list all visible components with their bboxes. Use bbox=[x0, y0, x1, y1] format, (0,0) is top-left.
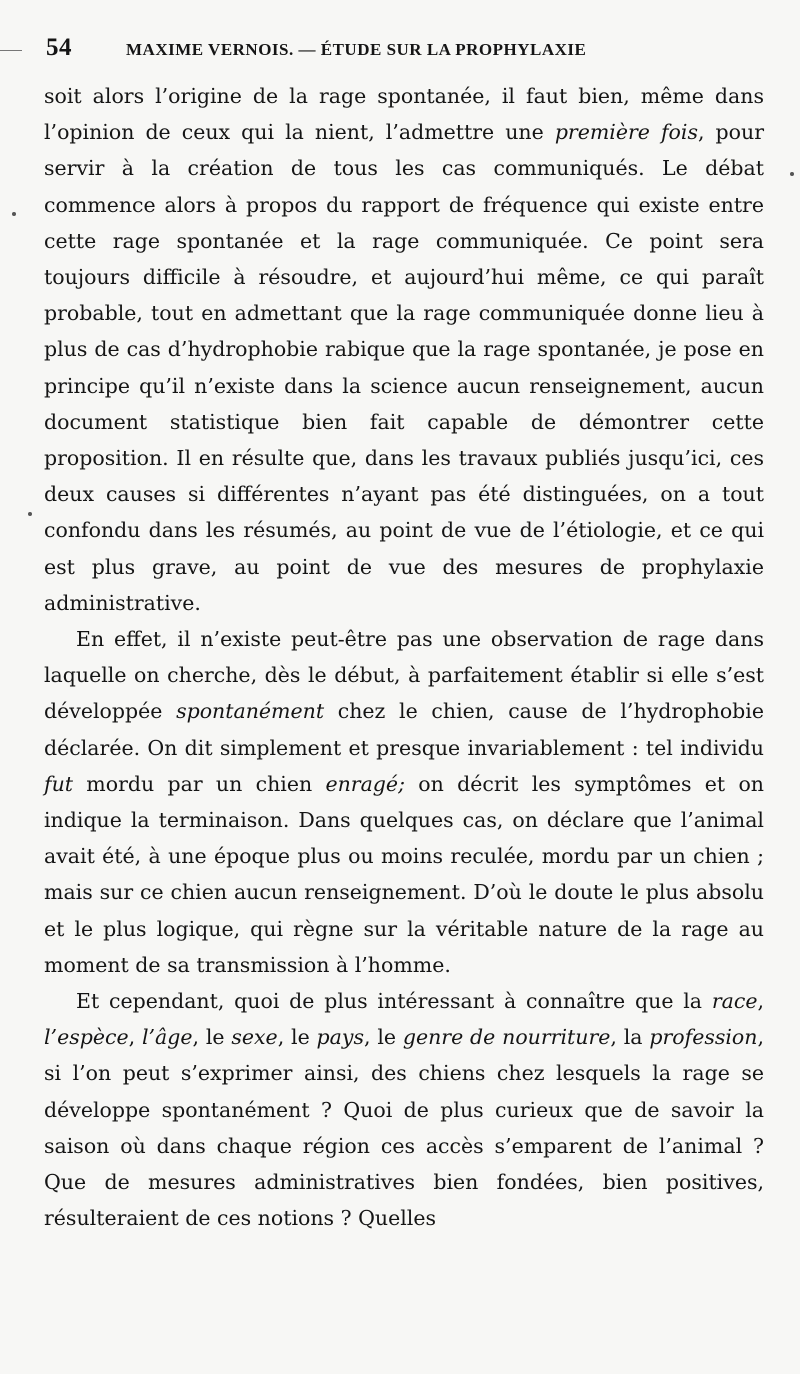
italic-run: genre de nourriture bbox=[402, 1025, 611, 1050]
text-run: , le bbox=[364, 1025, 403, 1050]
text-run: , bbox=[757, 989, 764, 1014]
text-run: , bbox=[128, 1025, 142, 1050]
paragraph-3 bbox=[44, 983, 764, 1236]
paragraph-2 bbox=[44, 621, 764, 983]
italic-run: profession bbox=[649, 1025, 758, 1050]
italic-run: sexe bbox=[231, 1025, 278, 1050]
running-head bbox=[44, 34, 764, 72]
italic-run: enragé; bbox=[325, 771, 405, 796]
margin-speck bbox=[790, 172, 794, 176]
italic-run: pays bbox=[316, 1025, 364, 1050]
italic-run: première fois bbox=[554, 120, 698, 145]
margin-speck bbox=[12, 212, 16, 216]
italic-run: l’espèce bbox=[44, 1025, 129, 1050]
text-run: En effet, il n’existe peut-être pas une observation de rage dans laquelle on cherche, dès le début, à parfaitement établir si elle s’est développée bbox=[44, 627, 764, 724]
text-run: on décrit les symptômes et on indique la terminaison. Dans quelques cas, on déclare que l’animal avait été, à une époque plus ou moins reculée, mordu par un chien ; mais sur ce chien aucun renseignement. D’où le doute le plus absolu et le plus logique, qui règne sur la véritable nature de la rage au moment de sa transmission à l’homme. bbox=[44, 771, 764, 977]
paragraph-1 bbox=[44, 78, 764, 621]
italic-run: fut bbox=[44, 771, 74, 796]
italic-run: spontanément bbox=[176, 699, 325, 724]
page-number: 54 bbox=[46, 34, 72, 61]
text-run: , la bbox=[610, 1025, 650, 1050]
italic-run: l’âge bbox=[141, 1025, 193, 1050]
text-run: , si l’on peut s’exprimer ainsi, des chiens chez lesquels la rage se développe spontanément ? Quoi de plus curieux que de savoir la saison où dans chaque région ces accès s’emparent de l’animal ? Que de mesures administratives bien fondées, bien positives, résulteraient de ces notions ? Quelles bbox=[44, 1025, 765, 1231]
text-run: Et cependant, quoi de plus intéressant à connaître que la bbox=[76, 989, 712, 1014]
italic-run: race bbox=[711, 989, 758, 1014]
text-run: , le bbox=[277, 1025, 317, 1050]
text-run: chez le chien, cause de l’hydrophobie déclarée. On dit simplement et presque invariablement : tel individu bbox=[44, 699, 764, 760]
body-text bbox=[44, 78, 764, 1237]
text-run: soit alors l’origine de la rage spontanée, il faut bien, même dans l’opinion de ceux qui la nient, l’admettre une bbox=[44, 84, 764, 145]
text-run: mordu par un chien bbox=[73, 771, 326, 796]
text-run: , le bbox=[192, 1025, 232, 1050]
running-title: MAXIME VERNOIS. — ÉTUDE SUR LA PROPHYLAXIE bbox=[126, 40, 587, 59]
page-edge-mark bbox=[0, 50, 22, 51]
margin-speck bbox=[28, 512, 32, 516]
text-run: , pour servir à la création de tous les cas communiqués. Le débat commence alors à propos du rapport de fréquence qui existe entre cette rage spontanée et la rage communiquée. Ce point sera toujours difficile à résoudre, et aujourd’hui même, ce qui paraît probable, tout en admettant que la rage communiquée donne lieu à plus de cas d’hydrophobie rabique que la rage spontanée, je pose en principe qu’il n’existe dans la science aucun renseignement, aucun document statistique bien fait capable de démontrer cette proposition. Il en résulte que, dans les travaux publiés jusqu’ici, ces deux causes si différentes n’ayant pas été distinguées, on a tout confondu dans les résumés, au point de vue de l’étiologie, et ce qui est plus grave, au point de vue des mesures de prophylaxie administrative. bbox=[44, 120, 765, 615]
